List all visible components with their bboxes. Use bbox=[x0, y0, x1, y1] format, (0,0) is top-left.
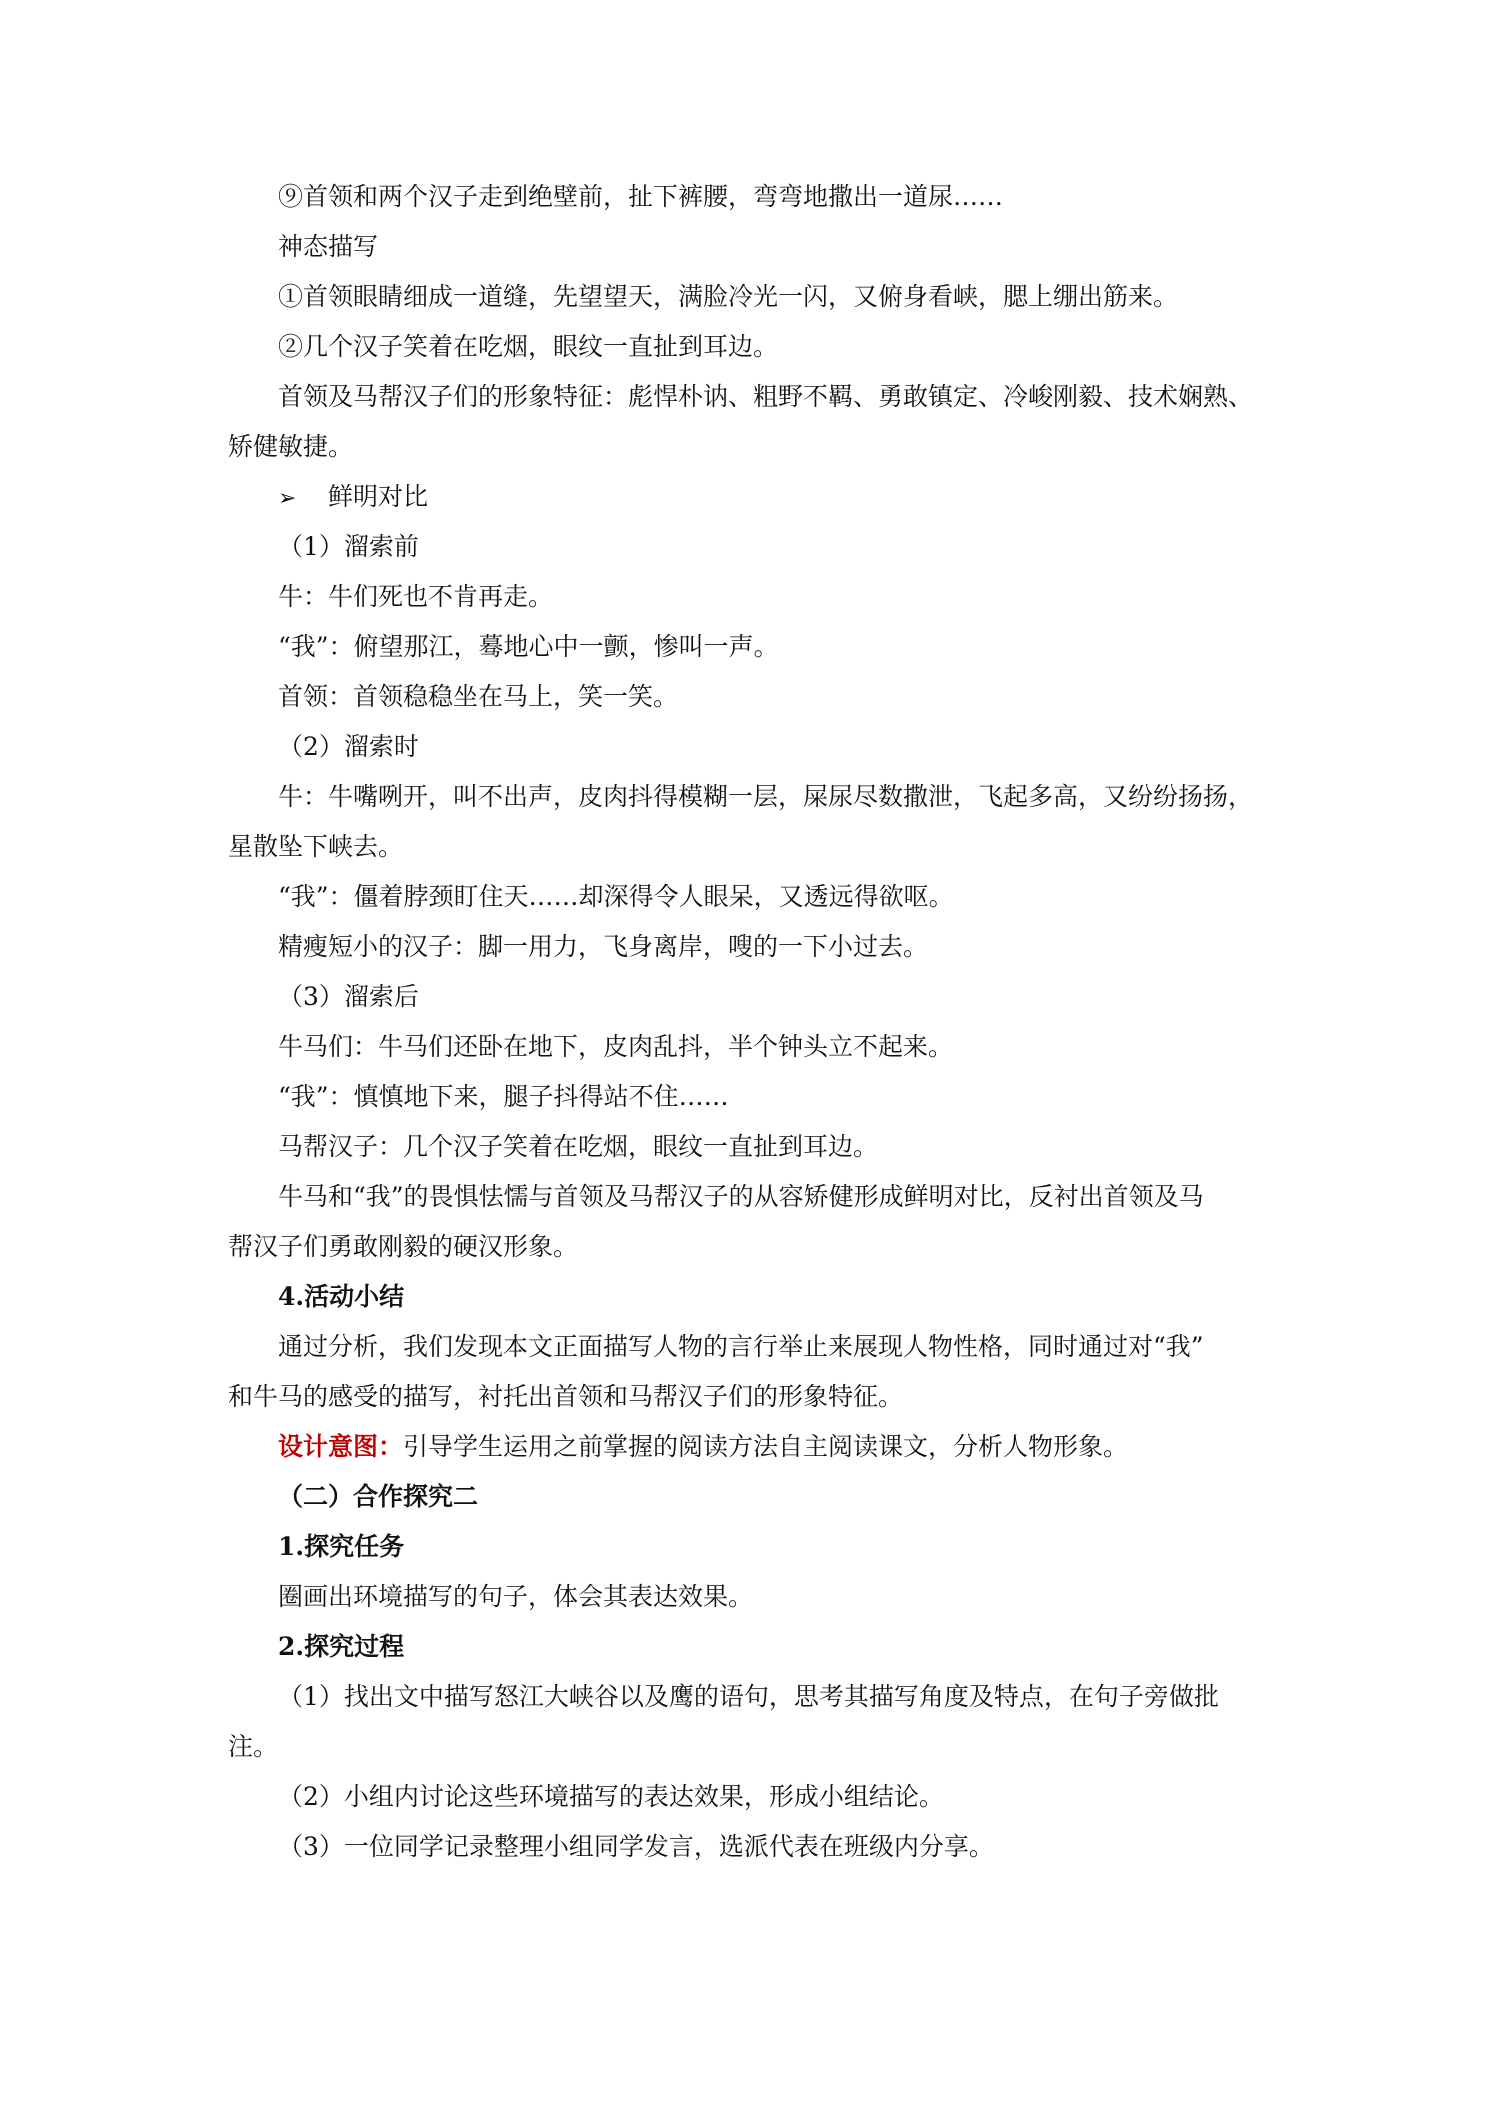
paragraph-continuation: 和牛马的感受的描写，衬托出首领和马帮汉子们的形象特征。 bbox=[228, 1382, 904, 1411]
paragraph-continuation: 星散坠下峡去。 bbox=[228, 832, 404, 861]
paragraph: “我”：僵着脖颈盯住天……却深得令人眼呆，又透远得欲呕。 bbox=[278, 882, 954, 911]
paragraph: 马帮汉子：几个汉子笑着在吃烟，眼纹一直扯到耳边。 bbox=[278, 1132, 879, 1161]
paragraph: ⑨首领和两个汉子走到绝壁前，扯下裤腰，弯弯地撒出一道尿…… bbox=[278, 182, 1004, 211]
paragraph: “我”：慎慎地下来，腿子抖得站不住…… bbox=[278, 1082, 729, 1111]
paragraph: ①首领眼睛细成一道缝，先望望天，满脸冷光一闪，又俯身看峡，腮上绷出筋来。 bbox=[278, 282, 1179, 311]
paragraph: 圈画出环境描写的句子，体会其表达效果。 bbox=[278, 1582, 754, 1611]
section-heading: 4.活动小结 bbox=[278, 1282, 405, 1311]
paragraph-continuation: 注。 bbox=[228, 1732, 279, 1761]
paragraph-continuation: 矫健敏捷。 bbox=[228, 432, 354, 461]
document-body bbox=[228, 172, 1278, 1872]
design-intent-text: 引导学生运用之前掌握的阅读方法自主阅读课文，分析人物形象。 bbox=[403, 1432, 1129, 1461]
subsection-label: （3）溜索后 bbox=[278, 982, 419, 1011]
bullet-item-label: 鲜明对比 bbox=[328, 482, 429, 511]
section-heading: （二）合作探究二 bbox=[278, 1482, 479, 1511]
bullet-item bbox=[228, 472, 1278, 522]
paragraph: 首领及马帮汉子们的形象特征：彪悍朴讷、粗野不羁、勇敢镇定、冷峻刚毅、技术娴熟、 bbox=[278, 382, 1254, 411]
arrow-bullet-icon: ➢ bbox=[278, 486, 297, 511]
design-intent bbox=[228, 1422, 1278, 1472]
subsection-label: （2）溜索时 bbox=[278, 732, 419, 761]
paragraph: 牛：牛嘴咧开，叫不出声，皮肉抖得模糊一层，屎尿尽数撒泄，飞起多高，又纷纷扬扬， bbox=[278, 782, 1254, 811]
subsection-label: （1）溜索前 bbox=[278, 532, 419, 561]
section-heading: 2.探究过程 bbox=[278, 1632, 405, 1661]
paragraph: （1）找出文中描写怒江大峡谷以及鹰的语句，思考其描写角度及特点，在句子旁做批 bbox=[278, 1682, 1219, 1711]
paragraph: 牛马们：牛马们还卧在地下，皮肉乱抖，半个钟头立不起来。 bbox=[278, 1032, 954, 1061]
paragraph: 精瘦短小的汉子：脚一用力，飞身离岸，嗖的一下小过去。 bbox=[278, 932, 929, 961]
design-intent-label: 设计意图： bbox=[278, 1432, 404, 1461]
paragraph: 通过分析，我们发现本文正面描写人物的言行举止来展现人物性格，同时通过对“我” bbox=[278, 1332, 1204, 1361]
paragraph: 牛马和“我”的畏惧怯懦与首领及马帮汉子的从容矫健形成鲜明对比，反衬出首领及马 bbox=[278, 1182, 1204, 1211]
paragraph: （2）小组内讨论这些环境描写的表达效果，形成小组结论。 bbox=[278, 1782, 944, 1811]
paragraph: “我”：俯望那江，蓦地心中一颤，惨叫一声。 bbox=[278, 632, 779, 661]
section-label: 神态描写 bbox=[278, 232, 379, 261]
paragraph: 牛：牛们死也不肯再走。 bbox=[278, 582, 554, 611]
paragraph: ②几个汉子笑着在吃烟，眼纹一直扯到耳边。 bbox=[278, 332, 779, 361]
paragraph: 首领：首领稳稳坐在马上，笑一笑。 bbox=[278, 682, 679, 711]
section-heading: 1.探究任务 bbox=[278, 1532, 405, 1561]
paragraph-continuation: 帮汉子们勇敢刚毅的硬汉形象。 bbox=[228, 1232, 579, 1261]
paragraph: （3）一位同学记录整理小组同学发言，选派代表在班级内分享。 bbox=[278, 1832, 994, 1861]
